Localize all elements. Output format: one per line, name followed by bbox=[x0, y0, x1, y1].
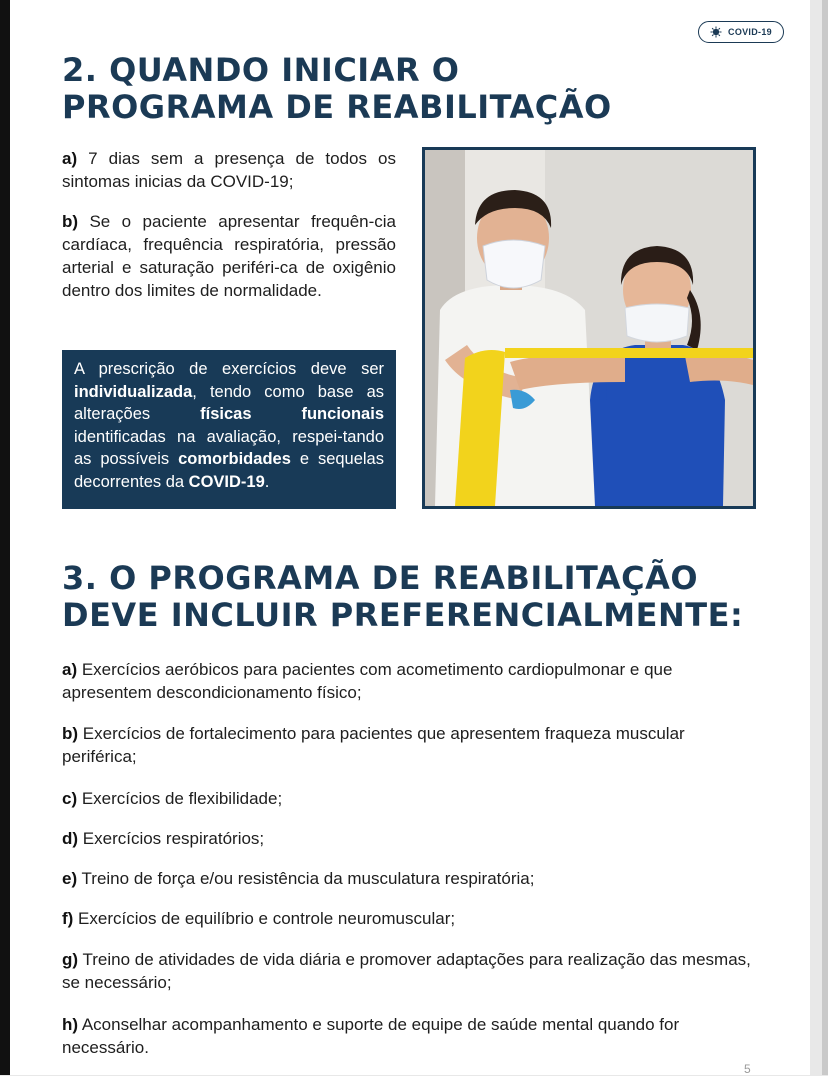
section-3-item-f bbox=[62, 907, 758, 930]
item-letter: h) bbox=[62, 1015, 79, 1034]
item-text: Exercícios de flexibilidade; bbox=[77, 789, 283, 808]
item-letter: a) bbox=[62, 149, 78, 168]
section-3-item-e bbox=[62, 867, 758, 890]
item-text: Exercícios respiratórios; bbox=[78, 829, 265, 848]
item-letter: a) bbox=[62, 660, 78, 679]
item-text: Exercícios aeróbicos para pacientes com acometimento cardiopulmonar e que apresentem descondicionamento físico; bbox=[62, 660, 673, 702]
callout-text: e sequelas decorrentes da bbox=[74, 450, 384, 491]
section-3-title-line-2: DEVE INCLUIR PREFERENCIALMENTE: bbox=[62, 596, 744, 634]
callout-bold-text: COVID-19 bbox=[188, 472, 265, 491]
virus-icon bbox=[710, 26, 722, 38]
section-3-item-d bbox=[62, 827, 758, 850]
item-letter: g) bbox=[62, 950, 79, 969]
section-2-title-line-2: PROGRAMA DE REABILITAÇÃO bbox=[62, 88, 612, 126]
callout-text: A prescrição de exercícios deve ser bbox=[74, 360, 384, 378]
item-text: Aconselhar acompanhamento e suporte de equipe de saúde mental quando for necessário. bbox=[62, 1015, 680, 1057]
callout-text: identificadas na avaliação, respei-tando as possíveis bbox=[74, 427, 384, 468]
screen-left-edge bbox=[0, 0, 10, 1075]
section-3-item-a bbox=[62, 658, 758, 704]
callout-bold-text: comorbidades bbox=[178, 450, 291, 468]
section-3-item-c bbox=[62, 787, 758, 810]
item-letter: c) bbox=[62, 789, 78, 808]
document-page bbox=[10, 0, 810, 1075]
callout-text: . bbox=[264, 472, 270, 491]
item-text: Exercícios de equilíbrio e controle neuromuscular; bbox=[73, 909, 456, 928]
callout-bold-text: físicas funcionais bbox=[200, 405, 384, 423]
item-letter: b) bbox=[62, 212, 79, 231]
item-letter: d) bbox=[62, 829, 79, 848]
item-text: Treino de força e/ou resistência da musculatura respiratória; bbox=[77, 869, 535, 888]
rehab-exercise-photo bbox=[422, 147, 756, 509]
item-letter: f) bbox=[62, 909, 74, 928]
section-3-title-line-1: 3. O PROGRAMA DE REABILITAÇÃO bbox=[62, 559, 699, 597]
section-2-item-a bbox=[62, 147, 396, 193]
item-text: Treino de atividades de vida diária e promover adaptações para realização das mesmas, se necessário; bbox=[62, 950, 751, 992]
section-2-title bbox=[62, 52, 612, 126]
item-letter: b) bbox=[62, 724, 79, 743]
section-2-item-b bbox=[62, 210, 396, 302]
callout-text: , tendo como base as alterações bbox=[74, 382, 384, 423]
badge-label: COVID-19 bbox=[728, 27, 772, 37]
page-number: 5 bbox=[744, 1062, 751, 1076]
item-text: Se o paciente apresentar frequên-cia cardíaca, frequência respiratória, pressão arterial e saturação periféri-ca de oxigênio dentro dos limites de normalidade. bbox=[62, 212, 396, 300]
item-text: 7 dias sem a presença de todos os sintomas inicias da COVID-19; bbox=[62, 149, 396, 191]
section-3-item-g bbox=[62, 948, 758, 994]
photo-illustration bbox=[425, 150, 753, 506]
screen-right-edge bbox=[822, 0, 828, 1075]
covid-badge bbox=[698, 21, 784, 43]
section-2-title-line-1: 2. QUANDO INICIAR O bbox=[62, 51, 460, 89]
section-3-item-b bbox=[62, 722, 758, 768]
item-letter: e) bbox=[62, 869, 78, 888]
prescription-callout bbox=[62, 350, 396, 509]
item-text: Exercícios de fortalecimento para pacientes que apresentem fraqueza muscular periférica; bbox=[62, 724, 685, 766]
section-3-title bbox=[62, 560, 743, 634]
section-3-item-h bbox=[62, 1013, 758, 1059]
callout-bold-text: individualizada bbox=[74, 382, 193, 401]
